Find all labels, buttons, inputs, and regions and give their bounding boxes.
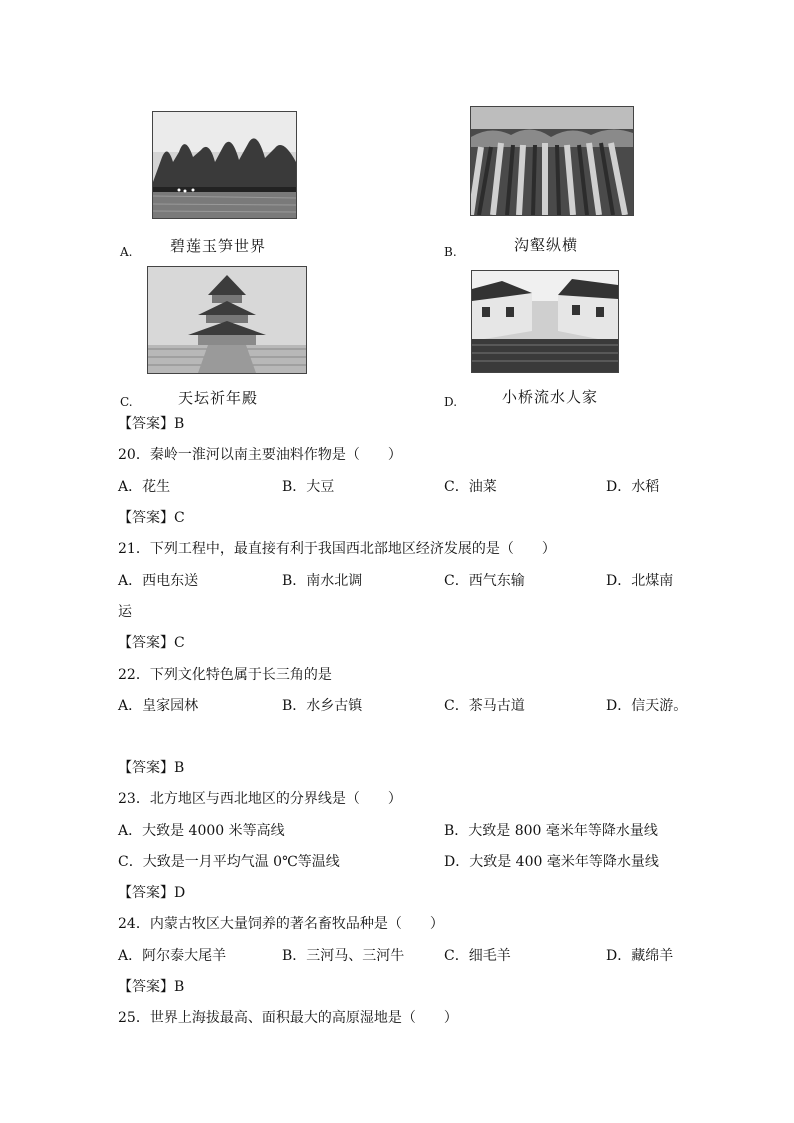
q22-option-d: D．信天游。 xyxy=(606,698,688,714)
option-d-caption: 小桥流水人家 xyxy=(502,388,599,406)
q22-answer: 【答案】B xyxy=(118,760,185,776)
q24-option-a: A．阿尔泰大尾羊 xyxy=(118,948,227,964)
q20-option-c: C．油菜 xyxy=(444,479,497,495)
q24-option-b: B．三河马、三河牛 xyxy=(282,948,405,964)
q20-option-a: A．花生 xyxy=(118,479,171,495)
q23-answer: 【答案】D xyxy=(118,885,186,901)
q21-question: 21．下列工程中，最直接有利于我国西北部地区经济发展的是（ ） xyxy=(118,541,556,557)
q21-option-d-wrap: 运 xyxy=(118,604,132,620)
q20-option-d: D．水稻 xyxy=(606,479,660,495)
q21-option-b: B．南水北调 xyxy=(282,573,363,589)
karst-landscape-photo xyxy=(152,111,297,219)
q20-answer: 【答案】C xyxy=(118,510,185,526)
q24-option-d: D．藏绵羊 xyxy=(606,948,674,964)
water-town-photo xyxy=(471,270,619,373)
q20-question: 20．秦岭一淮河以南主要油料作物是（ ） xyxy=(118,447,402,463)
q22-option-a: A．皇家园林 xyxy=(118,698,199,714)
option-c-letter: C. xyxy=(120,395,133,409)
q24-answer: 【答案】B xyxy=(118,979,185,995)
q22-option-c: C．茶马古道 xyxy=(444,698,525,714)
q23-option-a: A．大致是 4000 米等高线 xyxy=(118,823,285,839)
q23-option-b: B．大致是 800 毫米年等降水量线 xyxy=(444,823,658,839)
option-a-letter: A. xyxy=(120,245,133,259)
q21-option-c: C．西气东输 xyxy=(444,573,525,589)
q22-option-b: B．水乡古镇 xyxy=(282,698,363,714)
option-d-letter: D. xyxy=(444,395,458,409)
q19-answer: 【答案】B xyxy=(118,416,185,432)
q25-question: 25．世界上海拔最高、面积最大的高原湿地是（ ） xyxy=(118,1010,458,1026)
q23-option-d: D．大致是 400 毫米年等降水量线 xyxy=(444,854,659,870)
q20-option-b: B．大豆 xyxy=(282,479,335,495)
temple-of-heaven-photo xyxy=(147,266,307,374)
q22-question: 22．下列文化特色属于长三角的是 xyxy=(118,667,332,683)
option-a-caption: 碧莲玉笋世界 xyxy=(170,237,267,255)
q23-option-c: C．大致是一月平均气温 0℃等温线 xyxy=(118,854,340,870)
q21-option-d: D．北煤南 xyxy=(606,573,674,589)
q21-option-a: A．西电东送 xyxy=(118,573,199,589)
q23-question: 23．北方地区与西北地区的分界线是（ ） xyxy=(118,791,402,807)
q21-answer: 【答案】C xyxy=(118,635,185,651)
q24-question: 24．内蒙古牧区大量饲养的著名畜牧品种是（ ） xyxy=(118,916,444,932)
gully-landscape-photo xyxy=(470,106,634,216)
option-b-letter: B. xyxy=(444,245,457,259)
q24-option-c: C．细毛羊 xyxy=(444,948,511,964)
option-b-caption: 沟壑纵横 xyxy=(514,236,579,254)
option-c-caption: 天坛祈年殿 xyxy=(178,389,259,407)
